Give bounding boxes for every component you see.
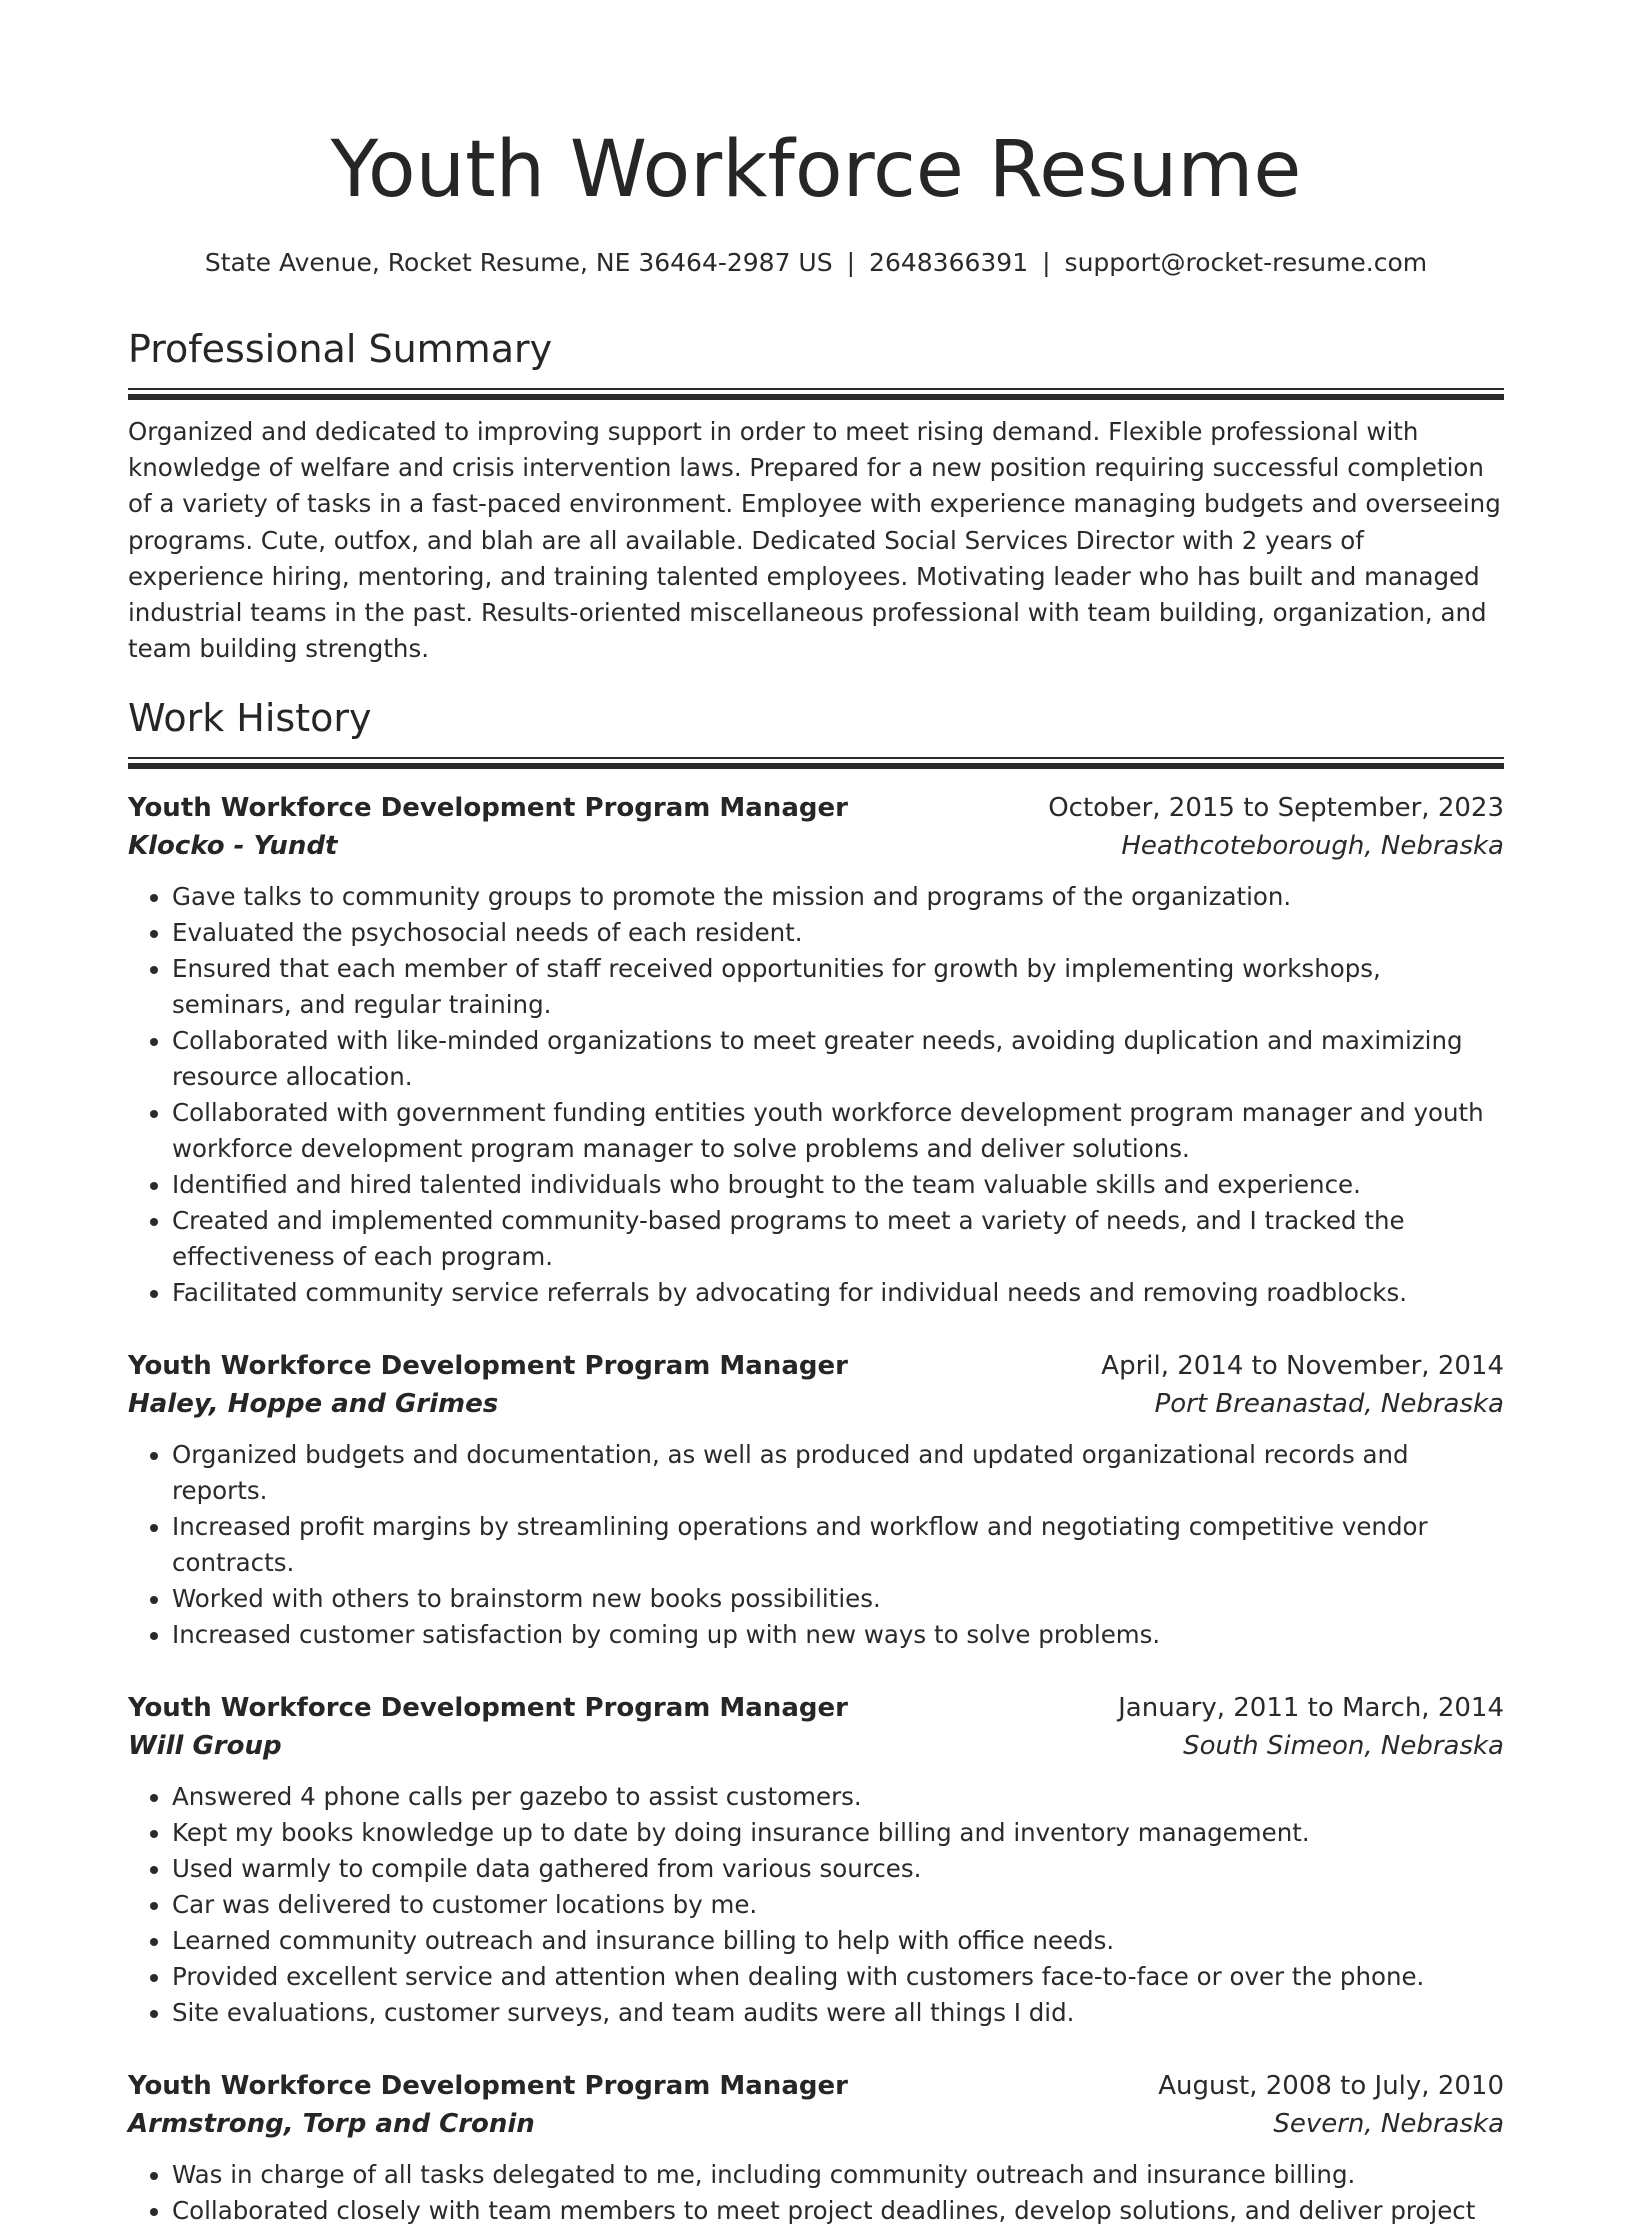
job-bullet: • Used warmly to compile data gathered from various sources. xyxy=(172,1851,1504,1887)
resume-page xyxy=(128,0,1504,2229)
job-bullet: • Increased profit margins by streamlining operations and workflow and negotiating competitive vendor contracts. xyxy=(172,1509,1504,1581)
job-bullet: • Collaborated closely with team members to meet project deadlines, develop solutions, and deliver project xyxy=(172,2193,1504,2229)
job-bullets xyxy=(128,879,1504,1311)
job-bullet: • Worked with others to brainstorm new books possibilities. xyxy=(172,1581,1504,1617)
job-company: Klocko - Yundt xyxy=(128,831,338,862)
contact-line xyxy=(128,246,1504,280)
job-location: Severn, Nebraska xyxy=(1273,2109,1504,2140)
work-history-section xyxy=(128,693,1504,2229)
job-subheader xyxy=(128,1385,1504,1423)
job-bullet: • Evaluated the psychosocial needs of each resident. xyxy=(172,915,1504,951)
summary-text: Organized and dedicated to improving support in order to meet rising demand. Flexible professional with knowledge of welfare and crisis intervention laws. Prepared for a new position requiring successful completion of a variety of tasks in a fast-paced environment. Employee with experience managing budgets and overseeing programs. Cute, outfox, and blah are all available. Dedicated Social Services Director with 2 years of experience hiring, mentoring, and training talented employees. Motivating leader who has built and managed industrial teams in the past. Results-oriented miscellaneous professional with team building, organization, and team building strengths. xyxy=(128,417,1501,664)
job-company: Haley, Hoppe and Grimes xyxy=(128,1389,499,1420)
contact-separator: | xyxy=(846,248,856,277)
job-bullet: • Increased customer satisfaction by coming up with new ways to solve problems. xyxy=(172,1617,1504,1653)
job-dates: August, 2008 to July, 2010 xyxy=(1158,2071,1504,2102)
job-header xyxy=(128,2067,1504,2105)
job-entry xyxy=(128,1347,1504,1653)
job-subheader xyxy=(128,2105,1504,2143)
job-bullets xyxy=(128,1779,1504,2031)
job-bullet: • Was in charge of all tasks delegated to me, including community outreach and insurance billing. xyxy=(172,2157,1504,2193)
job-title: Youth Workforce Development Program Manager xyxy=(128,1693,848,1724)
job-dates: January, 2011 to March, 2014 xyxy=(1118,1693,1504,1724)
job-location: South Simeon, Nebraska xyxy=(1183,1731,1504,1762)
contact-email: support@rocket-resume.com xyxy=(1064,248,1428,277)
contact-phone: 2648366391 xyxy=(869,248,1029,277)
job-subheader xyxy=(128,827,1504,865)
job-dates: April, 2014 to November, 2014 xyxy=(1101,1351,1504,1382)
job-bullets xyxy=(128,1437,1504,1653)
job-bullet: • Collaborated with like-minded organizations to meet greater needs, avoiding duplication and maximizing resource allocation. xyxy=(172,1023,1504,1095)
job-location: Heathcoteborough, Nebraska xyxy=(1121,831,1504,862)
job-bullet: • Answered 4 phone calls per gazebo to assist customers. xyxy=(172,1779,1504,1815)
resume-name: Youth Workforce Resume xyxy=(330,125,1302,215)
section-title: Professional Summary xyxy=(128,327,553,371)
job-bullet: • Site evaluations, customer surveys, and team audits were all things I did. xyxy=(172,1995,1504,2031)
job-bullet: • Provided excellent service and attention when dealing with customers face-to-face or over the phone. xyxy=(172,1959,1504,1995)
job-bullet: • Organized budgets and documentation, as well as produced and updated organizational records and reports. xyxy=(172,1437,1504,1509)
contact-address: State Avenue, Rocket Resume, NE 36464-2987 US xyxy=(204,248,833,277)
job-bullet: • Car was delivered to customer locations by me. xyxy=(172,1887,1504,1923)
job-title: Youth Workforce Development Program Manager xyxy=(128,1351,848,1382)
job-bullet: • Kept my books knowledge up to date by doing insurance billing and inventory management. xyxy=(172,1815,1504,1851)
job-header xyxy=(128,789,1504,827)
section-divider xyxy=(128,388,1504,400)
job-bullet: • Ensured that each member of staff received opportunities for growth by implementing workshops, seminars, and regular training. xyxy=(172,951,1504,1023)
job-title: Youth Workforce Development Program Manager xyxy=(128,793,848,824)
job-header xyxy=(128,1347,1504,1385)
job-subheader xyxy=(128,1727,1504,1765)
professional-summary-section xyxy=(128,324,1504,667)
section-title: Work History xyxy=(128,696,372,741)
job-company: Will Group xyxy=(128,1731,282,1762)
job-title: Youth Workforce Development Program Manager xyxy=(128,2071,848,2102)
job-entry xyxy=(128,1689,1504,2031)
job-dates: October, 2015 to September, 2023 xyxy=(1048,793,1504,824)
job-bullet: • Learned community outreach and insurance billing to help with office needs. xyxy=(172,1923,1504,1959)
job-bullet: • Created and implemented community-based programs to meet a variety of needs, and I tracked the effectiveness of each program. xyxy=(172,1203,1504,1275)
job-header xyxy=(128,1689,1504,1727)
job-location: Port Breanastad, Nebraska xyxy=(1154,1389,1504,1420)
job-entry xyxy=(128,789,1504,1311)
job-company: Armstrong, Torp and Cronin xyxy=(128,2109,535,2140)
section-divider xyxy=(128,757,1504,769)
job-bullet: • Identified and hired talented individuals who brought to the team valuable skills and experience. xyxy=(172,1167,1504,1203)
job-bullet: • Collaborated with government funding entities youth workforce development program manager and youth workforce development program manager to solve problems and deliver solutions. xyxy=(172,1095,1504,1167)
job-bullets xyxy=(128,2157,1504,2229)
job-bullet: • Facilitated community service referrals by advocating for individual needs and removing roadblocks. xyxy=(172,1275,1504,1311)
job-entry xyxy=(128,2067,1504,2229)
job-bullet: • Gave talks to community groups to promote the mission and programs of the organization. xyxy=(172,879,1504,915)
contact-separator: | xyxy=(1042,248,1051,277)
